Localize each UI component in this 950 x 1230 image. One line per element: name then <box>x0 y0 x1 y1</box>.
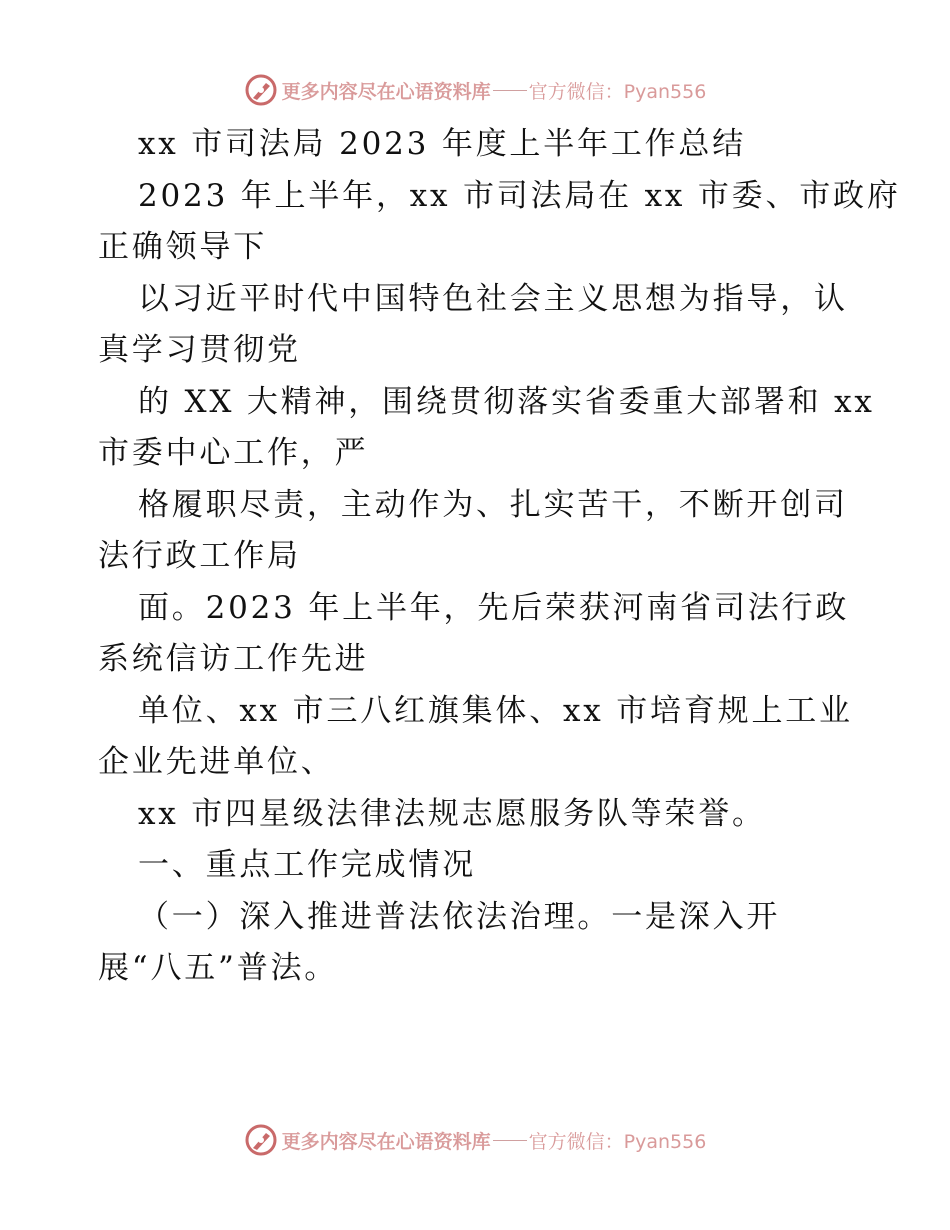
footer-watermark-banner <box>0 1122 950 1158</box>
banner-dash <box>493 1140 527 1141</box>
paragraph-line: 以习近平时代中国特色社会主义思想为指导，认 <box>138 280 848 317</box>
paragraph-line: 单位、xx 市三八红旗集体、xx 市培育规上工业 <box>138 692 853 729</box>
banner-wechat-text: 官方微信：Pyan556 <box>528 1130 707 1153</box>
paragraph-line: 2023 年上半年，xx 市司法局在 xx 市委、市政府 <box>138 177 901 214</box>
paragraph-line: 市委中心工作，严 <box>98 435 369 471</box>
pen-logo-icon <box>244 73 278 107</box>
banner-wechat-text: 官方微信：Pyan556 <box>528 80 707 103</box>
paragraph-line: 格履职尽责，主动作为、扎实苦干，不断开创司 <box>138 486 848 523</box>
paragraph-line: 的 XX 大精神，围绕贯彻落实省委重大部署和 xx <box>138 383 875 420</box>
paragraph-line: 面。2023 年上半年，先后荣获河南省司法行政 <box>138 589 850 626</box>
paragraph-line: 系统信访工作先进 <box>98 641 369 677</box>
pen-logo-icon <box>244 1123 278 1157</box>
banner-dash <box>493 90 527 91</box>
paragraph-line: 一、重点工作完成情况 <box>138 847 476 883</box>
paragraph-line: 企业先进单位、 <box>98 744 335 780</box>
banner-main-text: 更多内容尽在心语资料库 <box>281 1130 491 1153</box>
paragraph-line: 真学习贯彻党 <box>98 332 301 368</box>
header-watermark-banner <box>0 72 950 108</box>
paragraph-line: （一）深入推进普法依法治理。一是深入开 <box>138 898 781 935</box>
banner-main-text: 更多内容尽在心语资料库 <box>281 80 491 103</box>
document-body <box>98 119 901 995</box>
paragraph-line: 法行政工作局 <box>98 538 301 574</box>
paragraph-line: xx 市司法局 2023 年度上半年工作总结 <box>138 126 747 162</box>
paragraph-line: xx 市四星级法律法规志愿服务队等荣誉。 <box>138 795 766 832</box>
paragraph-line: 展“八五”普法。 <box>98 950 339 986</box>
paragraph-line: 正确领导下 <box>98 229 267 265</box>
